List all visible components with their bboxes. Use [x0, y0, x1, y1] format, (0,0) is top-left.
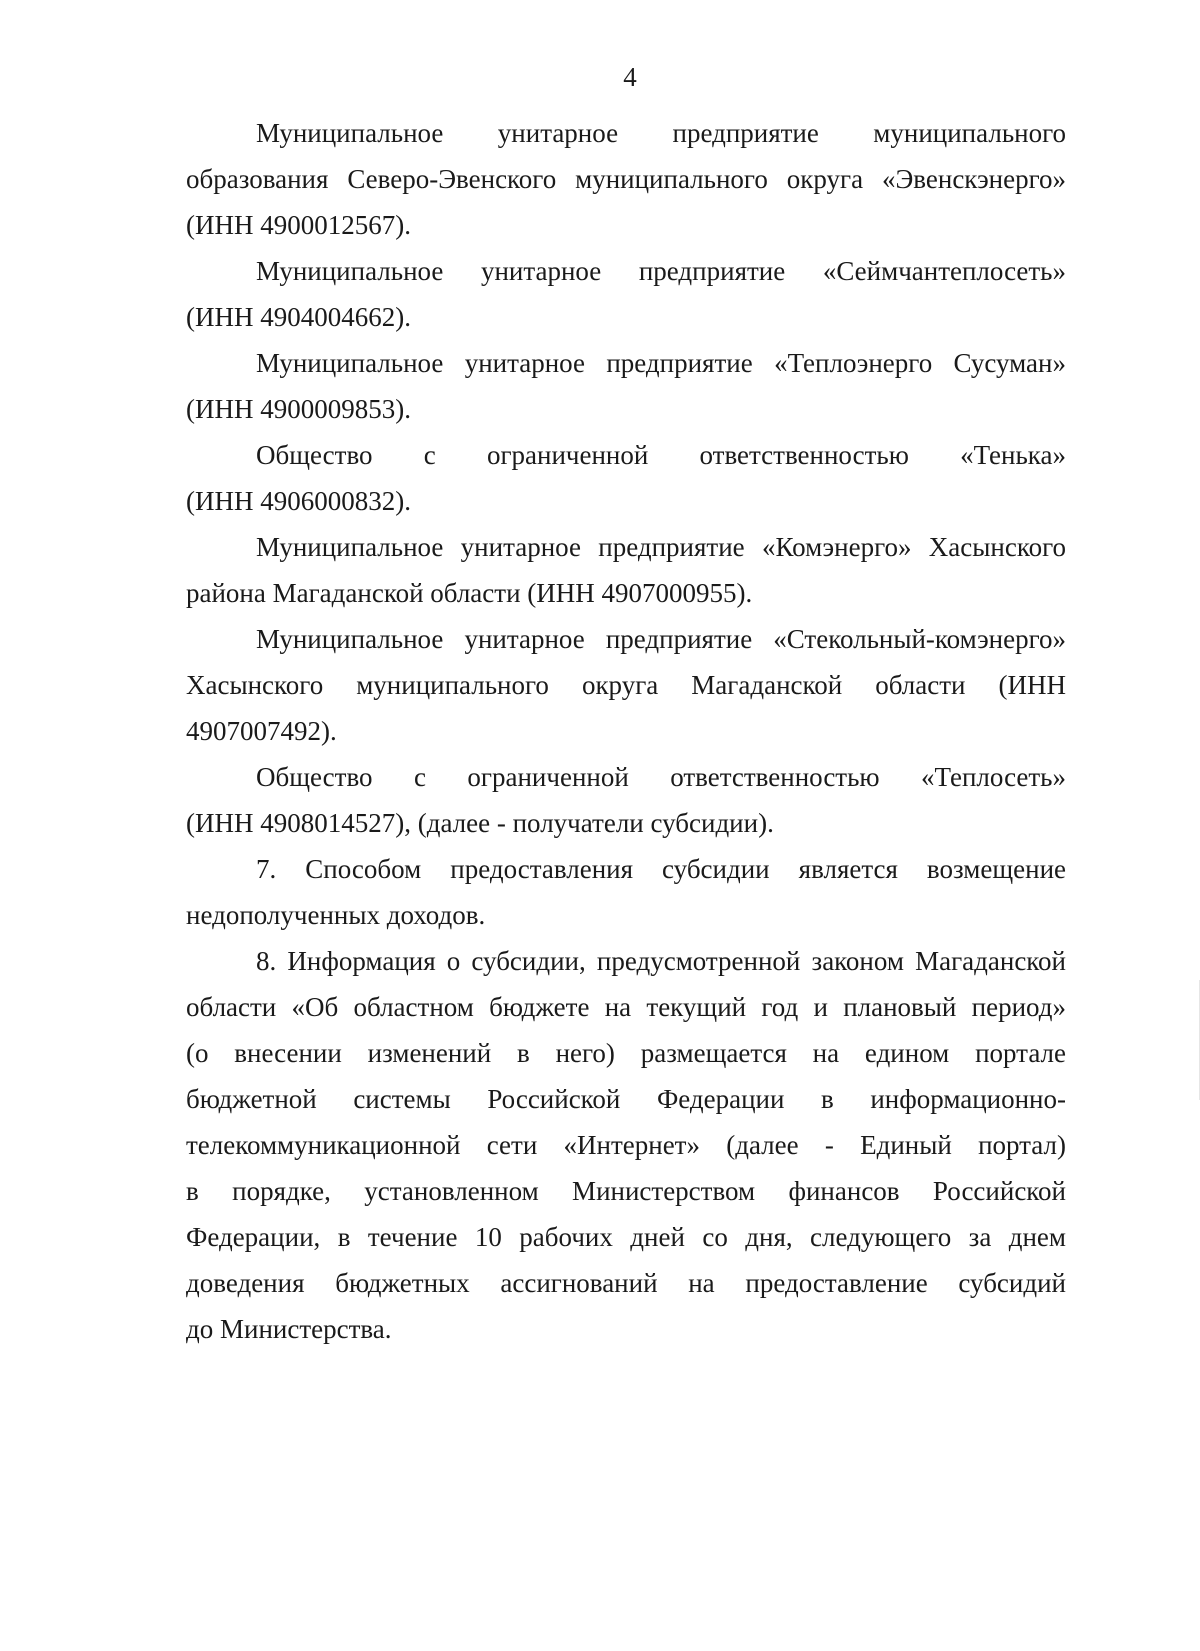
text-line: образования Северо-Эвенского муниципального округа «Эвенскэнерго»: [186, 164, 1066, 194]
text-line: области «Об областном бюджете на текущий год и плановый период»: [186, 992, 1066, 1022]
text-line: Муниципальное унитарное предприятие «Сеймчантеплосеть»: [256, 256, 1066, 286]
page-number: 4: [623, 62, 637, 92]
text-line: телекоммуникационной сети «Интернет» (далее - Единый портал): [186, 1130, 1066, 1160]
text-line: 8. Информация о субсидии, предусмотренной законом Магаданской: [256, 946, 1066, 976]
text-line: бюджетной системы Российской Федерации в информационно-: [186, 1084, 1066, 1114]
text-line: Федерации, в течение 10 рабочих дней со дня, следующего за днем: [186, 1222, 1066, 1252]
paragraph-teploset: [186, 754, 1066, 846]
paragraph-stekolny-komenergo: [186, 616, 1066, 754]
text-line: (ИНН 4906000832).: [186, 486, 411, 516]
text-line: (ИНН 4904004662).: [186, 302, 411, 332]
text-line: 4907007492).: [186, 716, 337, 746]
text-line: Общество с ограниченной ответственностью «Теплосеть»: [256, 762, 1066, 792]
text-line: до Министерства.: [186, 1314, 392, 1344]
paragraph-item-8: [186, 938, 1066, 1352]
text-line: Муниципальное унитарное предприятие «Теплоэнерго Сусуман»: [256, 348, 1066, 378]
text-line: (ИНН 4908014527), (далее - получатели субсидии).: [186, 808, 774, 838]
text-line: (ИНН 4900009853).: [186, 394, 411, 424]
text-line: недополученных доходов.: [186, 900, 486, 930]
text-line: района Магаданской области (ИНН 4907000955).: [186, 578, 753, 608]
text-line: в порядке, установленном Министерством финансов Российской: [186, 1176, 1066, 1206]
text-line: Хасынского муниципального округа Магаданской области (ИНН: [186, 670, 1066, 700]
text-line: Общество с ограниченной ответственностью «Тенька»: [256, 440, 1066, 470]
text-line: Муниципальное унитарное предприятие муниципального: [256, 118, 1066, 148]
text-line: Муниципальное унитарное предприятие «Стекольный-комэнерго»: [256, 624, 1066, 654]
paragraph-seymchanteploset: [186, 248, 1066, 340]
paragraph-komenergo: [186, 524, 1066, 616]
paragraph-tenka: [186, 432, 1066, 524]
text-line: доведения бюджетных ассигнований на предоставление субсидий: [186, 1268, 1066, 1298]
text-line: (о внесении изменений в него) размещается на едином портале: [186, 1038, 1066, 1068]
text-line: (ИНН 4900012567).: [186, 210, 411, 240]
text-line: Муниципальное унитарное предприятие «Комэнерго» Хасынского: [256, 532, 1066, 562]
text-line: 7. Способом предоставления субсидии является возмещение: [256, 854, 1066, 884]
paragraph-evenskenergo: [186, 110, 1066, 248]
paragraph-item-7: [186, 846, 1066, 938]
paragraph-teploenergo-susuman: [186, 340, 1066, 432]
